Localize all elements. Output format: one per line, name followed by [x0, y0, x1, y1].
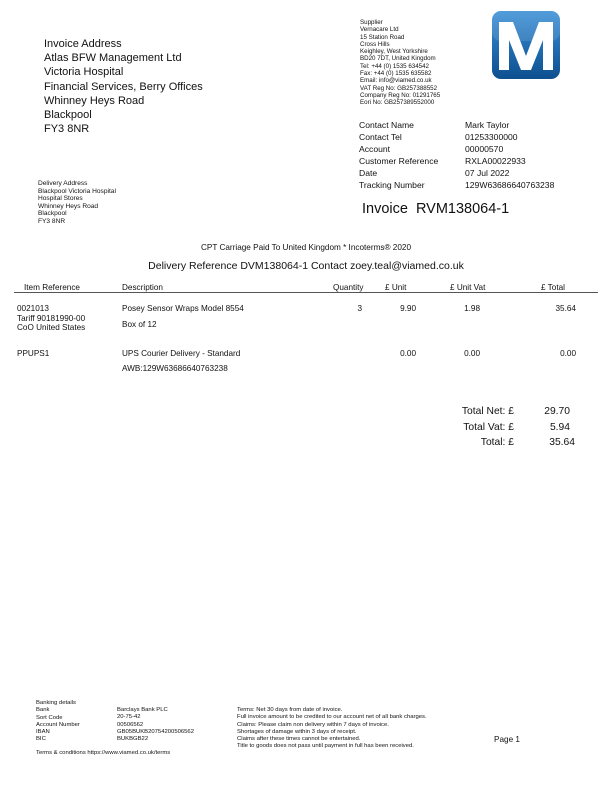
delivery-address-line: Blackpool	[38, 210, 67, 218]
supplier-line: 15 Station Road	[360, 33, 405, 41]
contact-row	[359, 155, 554, 167]
invoice-title	[362, 201, 509, 217]
item-description-sub: Box of 12	[122, 320, 157, 329]
contact-value: RXLA00022933	[465, 156, 526, 167]
header-divider	[14, 292, 598, 293]
item-total: 0.00	[560, 349, 576, 358]
contact-label: Account	[359, 144, 391, 155]
contact-row	[359, 143, 554, 155]
contact-label: Date	[359, 168, 378, 179]
invoice-address-line: Atlas BFW Management Ltd	[44, 52, 182, 65]
banking-values	[117, 707, 194, 743]
invoice-address-line: Victoria Hospital	[44, 66, 124, 79]
item-origin: CoO United States	[17, 323, 86, 333]
delivery-address	[38, 180, 116, 226]
supplier-line: Email: info@viamed.co.uk	[360, 77, 432, 85]
banking-value: BUKBGB22	[117, 736, 149, 743]
item-unit-vat: 1.98	[464, 304, 480, 313]
item-unit-vat: 0.00	[464, 349, 480, 358]
column-header-quantity: Quantity	[333, 283, 364, 292]
supplier-line: Company Reg No: 01291765	[360, 91, 441, 99]
banking-heading: Banking details	[36, 700, 76, 706]
contact-row	[359, 179, 554, 191]
item-unit: 0.00	[400, 349, 416, 358]
banking-value: Barclays Bank PLC	[117, 707, 168, 713]
contact-row	[359, 131, 554, 143]
terms-line: Claims: Please claim non delivery within 7 days of invoice.	[237, 721, 389, 728]
item-reference: PPUPS1	[17, 349, 50, 358]
supplier-line: Eori No: GB257389552000	[360, 99, 435, 107]
item-description: Posey Sensor Wraps Model 8554	[122, 304, 244, 313]
terms-line: Terms: Net 30 days from date of invoice.	[237, 707, 343, 713]
contact-value: 00000570	[465, 144, 504, 155]
contact-value: Mark Taylor	[465, 120, 510, 130]
supplier-line: Vernacare Ltd	[360, 26, 399, 34]
banking-value: 00506562	[117, 721, 144, 728]
item-total: 35.64	[555, 304, 576, 313]
supplier-line: Fax: +44 (0) 1535 635582	[360, 70, 432, 78]
invoice-address-line: Blackpool	[44, 109, 92, 122]
contact-value: 129W63686640763238	[465, 180, 555, 191]
total-net-value: 29.70	[544, 406, 570, 417]
page-number: Page 1	[494, 735, 520, 744]
column-header-unit-vat: £ Unit Vat	[450, 283, 486, 292]
item-quantity: 3	[357, 304, 362, 313]
total-net-label: Total Net: £	[461, 406, 514, 417]
terms-line: Claims after these times cannot be entertained.	[237, 736, 361, 743]
banking-label: IBAN	[36, 729, 50, 736]
item-reference: 0021013	[17, 304, 49, 313]
invoice-label: Invoice	[362, 201, 408, 217]
invoice-address	[44, 37, 203, 136]
supplier-line: Keighley, West Yorkshire	[360, 48, 428, 56]
invoice-address-heading: Invoice Address	[44, 38, 122, 50]
contact-row	[359, 119, 554, 131]
banking-value: GB05BUKB20754200506562	[117, 728, 194, 735]
contact-row	[359, 167, 554, 179]
contact-label: Contact Name	[359, 120, 414, 130]
terms-link[interactable]: Terms & conditions https://www.viamed.co.uk/terms	[36, 750, 171, 756]
delivery-address-heading: Delivery Address	[38, 180, 88, 187]
terms-line: Shortages of damage within 3 days of receipt.	[237, 728, 357, 735]
item-tariff: Tariff 90181990-00	[17, 313, 86, 323]
supplier-line: Supplier	[360, 19, 383, 26]
contact-label: Tracking Number	[359, 180, 425, 191]
total-vat-value: 5.94	[549, 422, 570, 433]
delivery-address-line: Whinney Heys Road	[38, 202, 99, 210]
supplier-details	[360, 19, 440, 107]
invoice-address-line: FY3 8NR	[44, 123, 90, 136]
supplier-line: BD20 7DT, United Kingdom	[360, 55, 436, 63]
contact-label: Contact Tel	[359, 132, 402, 143]
delivery-address-line: Hospital Stores	[38, 195, 83, 203]
column-header-description: Description	[122, 283, 163, 292]
viamed-logo-icon	[491, 10, 561, 80]
table-row-item	[17, 304, 85, 333]
supplier-line: VAT Reg No: GB257388552	[360, 84, 438, 92]
banking-labels	[36, 700, 80, 744]
banking-label: Sort Code	[36, 714, 63, 721]
banking-value: 20-75-42	[117, 714, 141, 721]
total-vat-label: Total Vat: £	[463, 422, 514, 433]
item-unit: 9.90	[400, 304, 416, 313]
terms-line: Full invoice amount to be credited to our account net of all bank charges.	[237, 714, 427, 721]
delivery-reference: Delivery Reference DVM138064-1 Contact zoey.teal@viamed.co.uk	[148, 260, 464, 272]
invoice-address-line: Whinney Heys Road	[44, 94, 145, 107]
total-label: Total: £	[480, 437, 514, 448]
contact-value: 07 Jul 2022	[465, 168, 510, 179]
incoterms-line: CPT Carriage Paid To United Kingdom * Incoterms® 2020	[200, 243, 412, 252]
column-header-total: £ Total	[541, 283, 565, 292]
column-header-item: Item Reference	[24, 283, 80, 292]
invoice-number: RVM138064-1	[415, 201, 510, 217]
supplier-line: Tel: +44 (0) 1535 634542	[360, 62, 429, 70]
contact-label: Customer Reference	[359, 156, 439, 167]
column-header-unit: £ Unit	[385, 283, 407, 292]
contact-value: 01253300000	[465, 132, 518, 143]
banking-label: Bank	[36, 707, 50, 714]
item-description: UPS Courier Delivery - Standard	[122, 349, 241, 358]
contact-details	[359, 119, 554, 192]
banking-label: BIC	[36, 736, 46, 743]
delivery-address-line: Blackpool Victoria Hospital	[38, 187, 116, 195]
invoice-address-line: Financial Services, Berry Offices	[44, 80, 203, 93]
delivery-address-line: FY3 8NR	[38, 217, 66, 225]
item-description-sub: AWB:129W63686640763238	[122, 364, 228, 373]
terms-line: Title to goods does not pass until payment in full has been received.	[237, 743, 414, 750]
banking-label: Account Number	[36, 721, 80, 728]
supplier-line: Cross Hills	[360, 40, 390, 48]
total-value: 35.64	[549, 437, 575, 448]
payment-terms	[237, 707, 427, 751]
